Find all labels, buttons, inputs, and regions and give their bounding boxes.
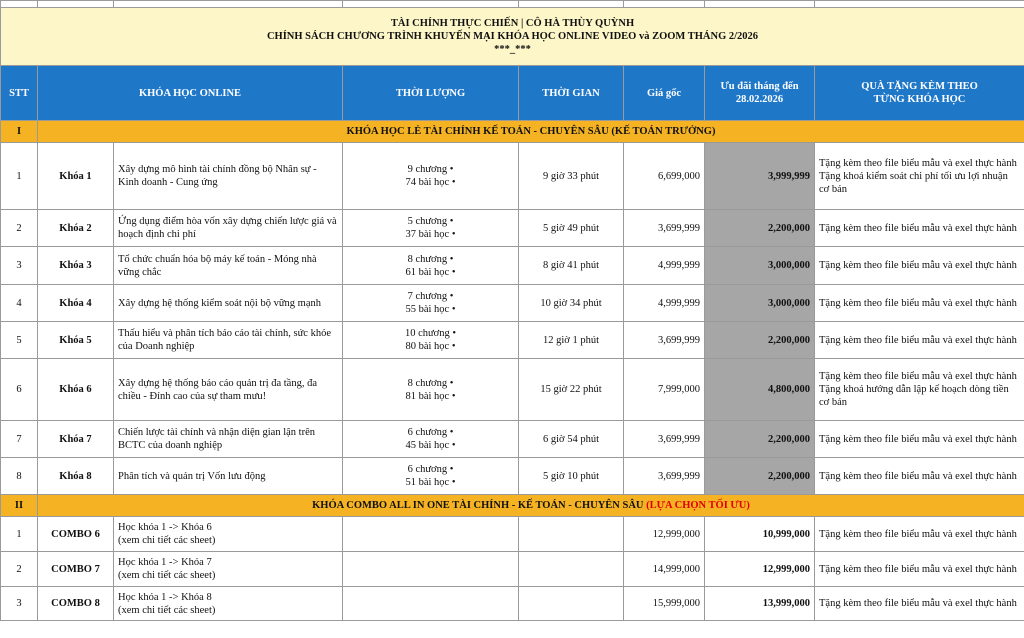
stt-cell[interactable]: 1 xyxy=(1,517,38,552)
gift-text-extra: Tặng khoá kiểm soát chi phí tối ưu lợi nhuận cơ bản xyxy=(819,170,1008,195)
time-cell[interactable]: 8 giờ 41 phút xyxy=(519,247,624,285)
table-row xyxy=(1,517,1024,552)
section-row-2 xyxy=(1,495,1024,517)
time-cell[interactable]: 12 giờ 1 phút xyxy=(519,322,624,359)
gift-header-line-1: QUÀ TẶNG KÈM THEO xyxy=(861,81,978,92)
section-title[interactable]: KHÓA HỌC LẺ TÀI CHÍNH KẾ TOÁN - CHUYÊN SÂU (KẾ TOÁN TRƯỞNG) xyxy=(38,121,1024,143)
gift-cell[interactable] xyxy=(815,285,1024,322)
course-name-cell[interactable]: Thấu hiểu và phân tích báo cáo tài chính, sức khỏe của Doanh nghiệp xyxy=(114,322,343,359)
course-code-cell[interactable]: Khóa 3 xyxy=(38,247,114,285)
combo-detail-text: (xem chi tiết các sheet) xyxy=(118,570,216,581)
stt-cell[interactable]: 7 xyxy=(1,421,38,458)
gift-cell[interactable]: Tặng kèm theo file biểu mẫu và exel thực hành xyxy=(815,587,1024,621)
stt-cell[interactable]: 3 xyxy=(1,587,38,621)
time-cell[interactable]: 5 giờ 49 phút xyxy=(519,210,624,247)
table-row xyxy=(1,143,1024,210)
price-cell[interactable]: 4,999,999 xyxy=(624,285,705,322)
combo-name-cell[interactable] xyxy=(114,587,343,621)
price-cell[interactable]: 3,699,999 xyxy=(624,210,705,247)
combo-code-cell[interactable]: COMBO 8 xyxy=(38,587,114,621)
gift-cell[interactable] xyxy=(815,143,1024,210)
col-header-stt[interactable]: STT xyxy=(1,66,38,121)
title-line-2: CHÍNH SÁCH CHƯƠNG TRÌNH KHUYẾN MẠI KHÓA HỌC ONLINE VIDEO và ZOOM THÁNG 2/2026 xyxy=(266,31,759,42)
combo-name-cell[interactable] xyxy=(114,552,343,587)
section-roman[interactable]: I xyxy=(1,121,38,143)
combo-detail-text: (xem chi tiết các sheet) xyxy=(118,535,216,546)
course-name-cell[interactable]: Xây dựng hệ thống kiểm soát nội bộ vững mạnh xyxy=(114,285,343,322)
gift-cell[interactable] xyxy=(815,359,1024,421)
course-name-cell[interactable]: Phân tích và quản trị Vốn lưu động xyxy=(114,458,343,495)
course-code-cell[interactable]: Khóa 2 xyxy=(38,210,114,247)
promo-cell[interactable]: 10,999,000 xyxy=(705,517,815,552)
price-cell[interactable]: 6,699,000 xyxy=(624,143,705,210)
gift-cell[interactable]: Tặng kèm theo file biểu mẫu và exel thực hành xyxy=(815,552,1024,587)
duration-cell[interactable] xyxy=(343,517,519,552)
gift-text: Tặng kèm theo file biểu mẫu và exel thực hành xyxy=(819,470,1017,482)
table-row xyxy=(1,458,1024,495)
duration-cell[interactable] xyxy=(343,421,519,458)
promo-cell[interactable]: 2,200,000 xyxy=(705,458,815,495)
stt-cell[interactable]: 8 xyxy=(1,458,38,495)
top-empty-row xyxy=(1,1,1024,8)
table-row xyxy=(1,587,1024,621)
section-title-highlight: (LỰA CHỌN TỐI ƯU) xyxy=(646,500,750,511)
col-header-duration[interactable]: THỜI LƯỢNG xyxy=(343,66,519,121)
chapters-text: 6 chương • xyxy=(407,427,454,438)
lessons-text: 74 bài học • xyxy=(405,177,456,188)
section-title[interactable] xyxy=(38,495,1024,517)
col-header-promo[interactable] xyxy=(705,66,815,121)
price-cell[interactable]: 3,699,999 xyxy=(624,458,705,495)
gift-cell[interactable] xyxy=(815,421,1024,458)
time-cell[interactable]: 6 giờ 54 phút xyxy=(519,421,624,458)
promo-header-line-2: 28.02.2026 xyxy=(735,94,784,105)
col-header-course[interactable]: KHÓA HỌC ONLINE xyxy=(38,66,343,121)
lessons-text: 55 bài học • xyxy=(405,304,456,315)
time-cell[interactable] xyxy=(519,587,624,621)
time-cell[interactable] xyxy=(519,517,624,552)
course-code-cell[interactable]: Khóa 8 xyxy=(38,458,114,495)
course-code-cell[interactable]: Khóa 1 xyxy=(38,143,114,210)
gift-cell[interactable] xyxy=(815,247,1024,285)
table-row xyxy=(1,359,1024,421)
price-cell[interactable]: 15,999,000 xyxy=(624,587,705,621)
stt-cell[interactable]: 4 xyxy=(1,285,38,322)
chapters-text: 10 chương • xyxy=(404,328,457,339)
promo-cell[interactable]: 4,800,000 xyxy=(705,359,815,421)
course-code-cell[interactable]: Khóa 6 xyxy=(38,359,114,421)
gift-text: Tặng kèm theo file biểu mẫu và exel thực hành xyxy=(819,334,1017,346)
promo-cell[interactable]: 2,200,000 xyxy=(705,322,815,359)
lessons-text: 80 bài học • xyxy=(405,341,456,352)
header-row xyxy=(1,66,1024,121)
price-cell[interactable]: 14,999,000 xyxy=(624,552,705,587)
combo-name-text: Học khóa 1 -> Khóa 6 xyxy=(118,522,212,533)
col-header-time[interactable]: THỜI GIAN xyxy=(519,66,624,121)
combo-code-cell[interactable]: COMBO 6 xyxy=(38,517,114,552)
lessons-text: 61 bài học • xyxy=(405,266,456,278)
gift-cell[interactable] xyxy=(815,458,1024,495)
chapters-text: 6 chương • xyxy=(407,464,454,475)
gift-text: Tặng kèm theo file biểu mẫu và exel thực hành xyxy=(819,433,1017,445)
col-header-gift[interactable] xyxy=(815,66,1024,121)
title-line-1: TÀI CHÍNH THỰC CHIẾN | CÔ HÀ THÙY QUỲNH xyxy=(390,18,635,29)
course-name-cell[interactable]: Xây dựng hệ thống báo cáo quản trị đa tầng, đa chiều - Đỉnh cao của sự tham mưu! xyxy=(114,359,343,421)
gift-text: Tặng kèm theo file biểu mẫu và exel thực hành xyxy=(819,297,1017,309)
stt-cell[interactable]: 5 xyxy=(1,322,38,359)
combo-name-text: Học khóa 1 -> Khóa 7 xyxy=(118,557,212,568)
chapters-text: 8 chương • xyxy=(407,253,454,265)
duration-cell[interactable] xyxy=(343,458,519,495)
stt-cell[interactable]: 2 xyxy=(1,210,38,247)
course-rows xyxy=(1,143,1024,495)
promo-cell[interactable]: 3,000,000 xyxy=(705,247,815,285)
stt-cell[interactable]: 2 xyxy=(1,552,38,587)
price-cell[interactable]: 3,699,999 xyxy=(624,421,705,458)
course-name-cell[interactable]: Xây dựng mô hình tài chính đồng bộ Nhân sự - Kinh doanh - Cung ứng xyxy=(114,143,343,210)
gift-text: Tặng kèm theo file biểu mẫu và exel thực hành xyxy=(819,260,1017,271)
duration-cell[interactable] xyxy=(343,587,519,621)
section-title-text: KHÓA COMBO ALL IN ONE TÀI CHÍNH - KẾ TOÁN - CHUYÊN SÂU xyxy=(312,500,644,511)
time-cell[interactable]: 5 giờ 10 phút xyxy=(519,458,624,495)
chapters-text: 8 chương • xyxy=(407,377,454,389)
promo-cell[interactable]: 2,200,000 xyxy=(705,210,815,247)
promo-cell[interactable]: 13,999,000 xyxy=(705,587,815,621)
time-cell[interactable]: 15 giờ 22 phút xyxy=(519,359,624,421)
price-cell[interactable]: 12,999,000 xyxy=(624,517,705,552)
gift-header-line-2: TỪNG KHÓA HỌC xyxy=(873,94,966,105)
title-line-3: ***_*** xyxy=(494,44,531,55)
promo-cell[interactable]: 2,200,000 xyxy=(705,421,815,458)
title-row xyxy=(1,8,1024,66)
duration-cell[interactable] xyxy=(343,359,519,421)
course-name-cell[interactable]: Tổ chức chuẩn hóa bộ máy kế toán - Móng nhà vững chắc xyxy=(114,247,343,285)
promo-header-line-1: Ưu đãi tháng đến xyxy=(720,81,799,92)
table-row xyxy=(1,285,1024,322)
course-code-cell[interactable]: Khóa 5 xyxy=(38,322,114,359)
course-code-cell[interactable]: Khóa 4 xyxy=(38,285,114,322)
lessons-text: 81 bài học • xyxy=(405,390,456,402)
table-row xyxy=(1,322,1024,359)
price-cell[interactable]: 4,999,999 xyxy=(624,247,705,285)
chapters-text: 5 chương • xyxy=(407,216,454,227)
combo-rows xyxy=(1,517,1024,621)
gift-text: Tặng kèm theo file biểu mẫu và exel thực hành xyxy=(819,222,1017,234)
table-row xyxy=(1,210,1024,247)
lessons-text: 37 bài học • xyxy=(405,229,456,240)
gift-text: Tặng kèm theo file biểu mẫu và exel thực hành xyxy=(819,157,1017,169)
promo-cell[interactable]: 3,000,000 xyxy=(705,285,815,322)
stt-cell[interactable]: 6 xyxy=(1,359,38,421)
combo-detail-text: (xem chi tiết các sheet) xyxy=(118,604,216,616)
course-name-cell[interactable]: Ứng dụng điểm hòa vốn xây dựng chiến lược giá và hoạch định chi phí xyxy=(114,210,343,247)
table-row xyxy=(1,421,1024,458)
promo-cell[interactable]: 3,999,999 xyxy=(705,143,815,210)
time-cell[interactable]: 9 giờ 33 phút xyxy=(519,143,624,210)
section-roman[interactable]: II xyxy=(1,495,38,517)
time-cell[interactable] xyxy=(519,552,624,587)
combo-name-text: Học khóa 1 -> Khóa 8 xyxy=(118,591,212,603)
duration-cell[interactable] xyxy=(343,247,519,285)
duration-cell[interactable] xyxy=(343,285,519,322)
time-cell[interactable]: 10 giờ 34 phút xyxy=(519,285,624,322)
gift-cell[interactable] xyxy=(815,322,1024,359)
gift-cell[interactable]: Tặng kèm theo file biểu mẫu và exel thực hành xyxy=(815,517,1024,552)
duration-cell[interactable] xyxy=(343,552,519,587)
price-cell[interactable]: 3,699,999 xyxy=(624,322,705,359)
combo-name-cell[interactable] xyxy=(114,517,343,552)
stt-cell[interactable]: 3 xyxy=(1,247,38,285)
price-cell[interactable]: 7,999,000 xyxy=(624,359,705,421)
gift-text-extra: Tặng khoá hướng dẫn lập kế hoạch dòng tiền cơ bản xyxy=(819,384,1009,408)
duration-cell[interactable] xyxy=(343,143,519,210)
chapters-text: 9 chương • xyxy=(407,164,454,175)
lessons-text: 45 bài học • xyxy=(405,440,456,451)
course-code-cell[interactable]: Khóa 7 xyxy=(38,421,114,458)
duration-cell[interactable] xyxy=(343,322,519,359)
chapters-text: 7 chương • xyxy=(407,291,454,302)
gift-text: Tặng kèm theo file biểu mẫu và exel thực hành xyxy=(819,371,1017,382)
table-row xyxy=(1,552,1024,587)
course-name-cell[interactable]: Chiến lược tài chính và nhận diện gian lận trên BCTC của doanh nghiệp xyxy=(114,421,343,458)
gift-cell[interactable] xyxy=(815,210,1024,247)
combo-code-cell[interactable]: COMBO 7 xyxy=(38,552,114,587)
stt-cell[interactable]: 1 xyxy=(1,143,38,210)
col-header-price[interactable]: Giá gốc xyxy=(624,66,705,121)
lessons-text: 51 bài học • xyxy=(405,477,456,488)
duration-cell[interactable] xyxy=(343,210,519,247)
title-cell[interactable] xyxy=(1,8,1024,66)
section-row-1 xyxy=(1,121,1024,143)
table-row xyxy=(1,247,1024,285)
promo-cell[interactable]: 12,999,000 xyxy=(705,552,815,587)
